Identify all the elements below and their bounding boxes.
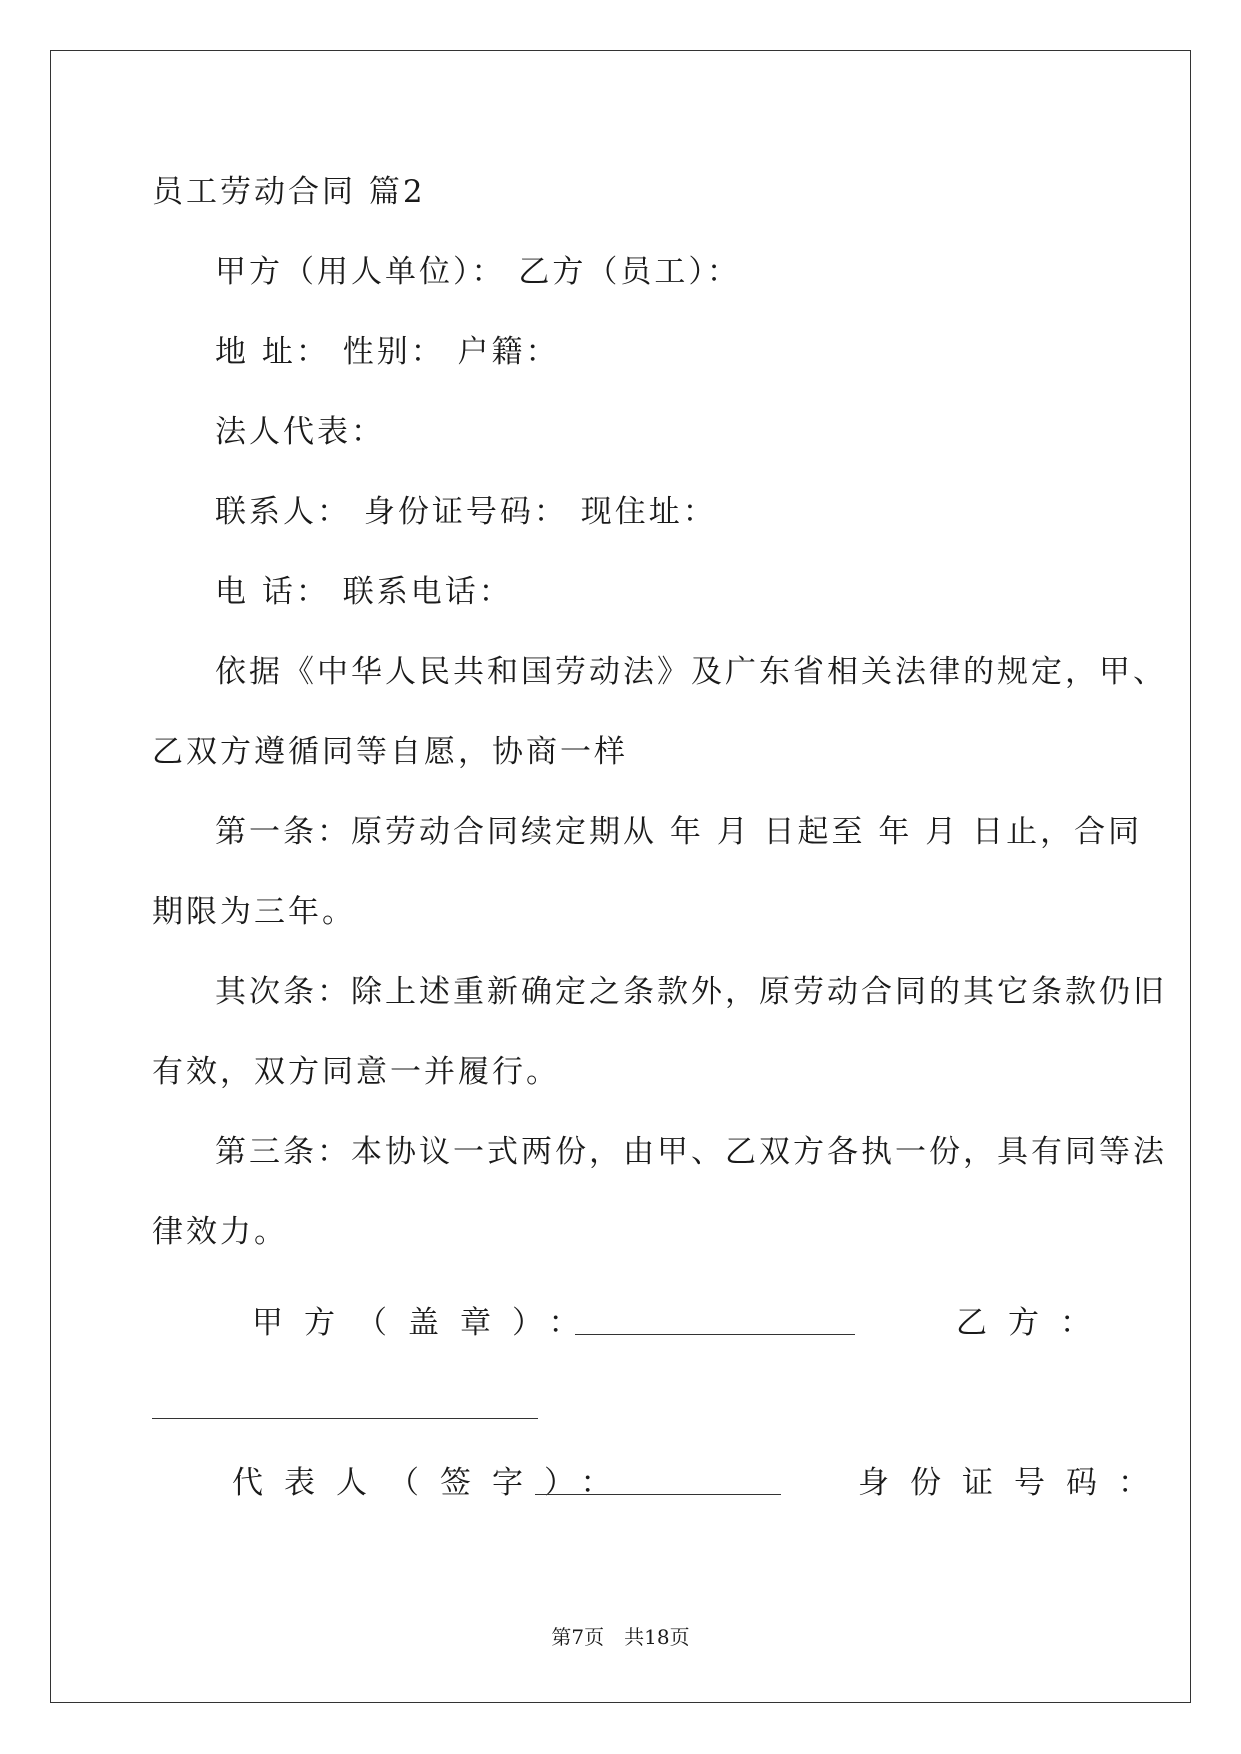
representative-blank[interactable] [535,1466,781,1495]
article-1-line-2: 期限为三年。 [152,894,356,930]
article-1-line-1: 第一条：原劳动合同续定期从 年 月 日起至 年 月 日止，合同 [215,814,1143,850]
party-a-seal-label: 甲方（盖章）： [252,1305,601,1341]
representative-label: 代表人（签字）： [232,1465,633,1501]
party-b-blank[interactable] [152,1390,538,1419]
phone-line: 电 话： 联系电话： [215,574,513,610]
article-3-line-2: 律效力。 [152,1214,288,1250]
article-3-line-1: 第三条：本协议一式两份，由甲、乙双方各执一份，具有同等法 [215,1134,1167,1170]
legal-rep-line: 法人代表： [215,414,385,450]
id-number-label: 身份证号码： [858,1465,1170,1501]
article-2-line-1: 其次条：除上述重新确定之条款外，原劳动合同的其它条款仍旧 [215,974,1167,1010]
article-2-line-2: 有效，双方同意一并履行。 [152,1054,560,1090]
party-b-label: 乙方： [956,1305,1112,1341]
page-border [50,50,1191,1703]
party-a-seal-blank[interactable] [575,1306,855,1335]
document-title: 员工劳动合同 篇2 [152,174,426,210]
page-number: 第7页 共18页 [551,1625,690,1649]
address-line: 地 址： 性别： 户籍： [215,334,560,370]
contact-line: 联系人： 身份证号码： 现住址： [215,494,717,530]
party-line: 甲方（用人单位）： 乙方（员工）： [215,254,741,290]
preamble-line-1: 依据《中华人民共和国劳动法》及广东省相关法律的规定，甲、 [215,654,1167,690]
preamble-line-2: 乙双方遵循同等自愿，协商一样 [152,734,628,770]
